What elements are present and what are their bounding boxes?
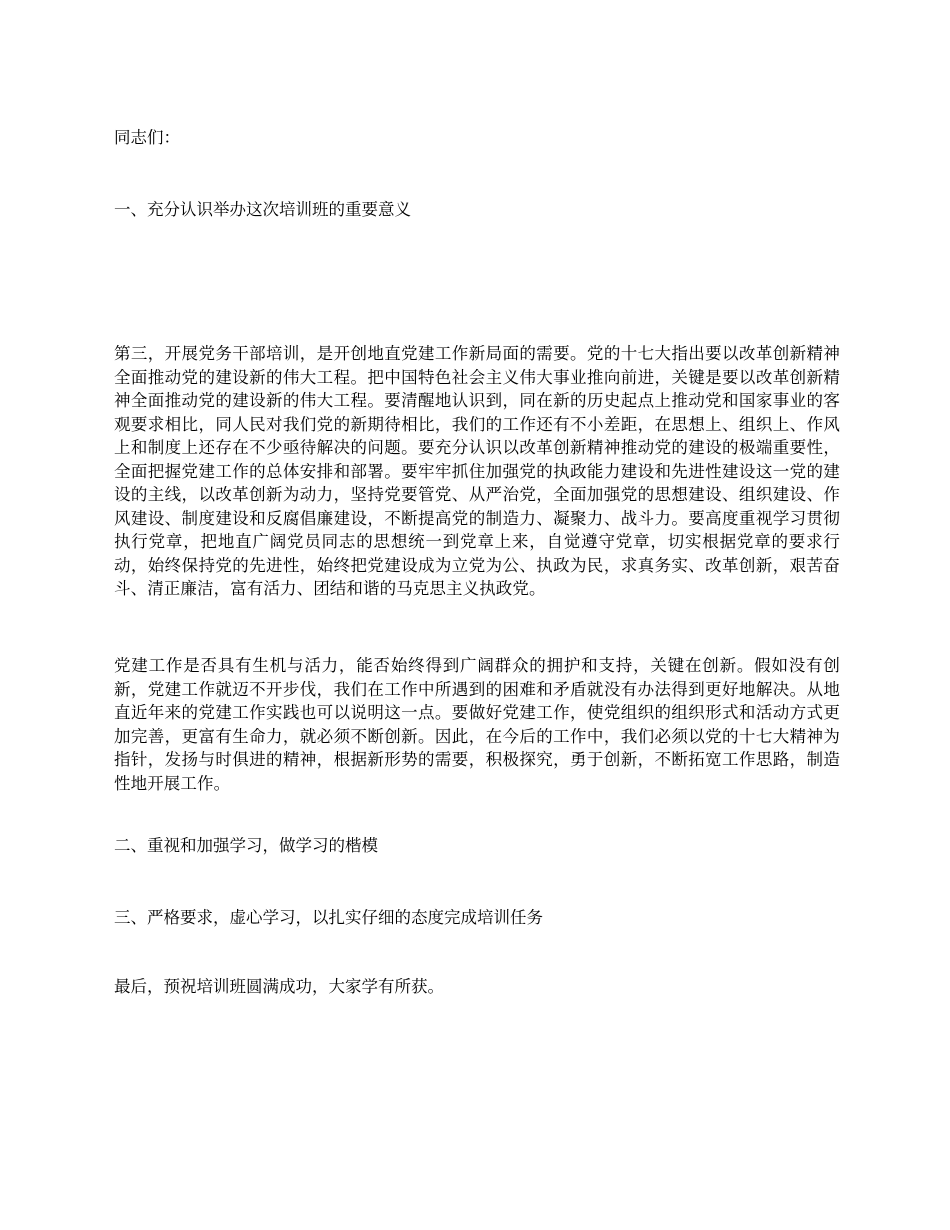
closing-remark: 最后，预祝培训班圆满成功，大家学有所获。: [114, 977, 444, 996]
section-heading-2: 二、重视和加强学习，做学习的楷模: [114, 836, 378, 855]
salutation: 同志们：: [114, 128, 180, 147]
body-paragraph-2: 党建工作是否具有生机与活力，能否始终得到广阔群众的拥护和支持，关键在创新。假如没有创新，党建工作就迈不开步伐，我们在工作中所遇到的困难和矛盾就没有办法得到更好地解决。从地直近年来的党建工作实践也可以说明这一点。要做好党建工作，使党组织的组织形式和活动方式更加完善，更富有生命力，就必须不断创新。因此，在今后的工作中，我们必须以党的十七大精神为指针，发扬与时俱进的精神，根据新形势的需要，积极探究，勇于创新，不断拓宽工作思路，制造性地开展工作。: [114, 656, 840, 793]
section-heading-3: 三、严格要求，虚心学习，以扎实仔细的态度完成培训任务: [114, 908, 543, 927]
section-heading-1: 一、充分认识举办这次培训班的重要意义: [114, 200, 411, 219]
body-paragraph-1: 第三，开展党务干部培训，是开创地直党建工作新局面的需要。党的十七大指出要以改革创新精神全面推动党的建设新的伟大工程。把中国特色社会主义伟大事业推向前进，关键是要以改革创新精神全面推动党的建设新的伟大工程。要清醒地认识到，同在新的历史起点上推动党和国家事业的客观要求相比，同人民对我们党的新期待相比，我们的工作还有不小差距，在思想上、组织上、作风上和制度上还存在不少亟待解决的问题。要充分认识以改革创新精神推动党的建设的极端重要性，全面把握党建工作的总体安排和部署。要牢牢抓住加强党的执政能力建设和先进性建设这一党的建设的主线，以改革创新为动力，坚持党要管党、从严治党，全面加强党的思想建设、组织建设、作风建设、制度建设和反腐倡廉建设，不断提高党的制造力、凝聚力、战斗力。要高度重视学习贯彻执行党章，把地直广阔党员同志的思想统一到党章上来，自觉遵守党章，切实根据党章的要求行动，始终保持党的先进性，始终把党建设成为立党为公、执政为民，求真务实、改革创新，艰苦奋斗、清正廉洁，富有活力、团结和谐的马克思主义执政党。: [114, 344, 840, 598]
